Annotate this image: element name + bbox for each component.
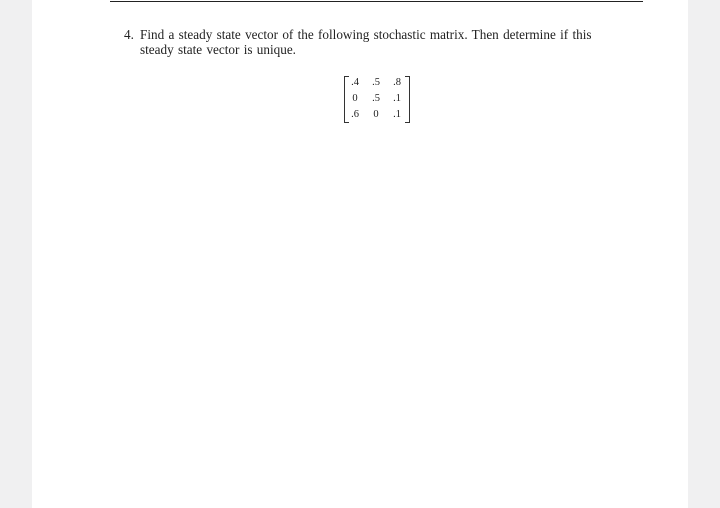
- matrix-cell-r3-c1: .6: [351, 109, 359, 120]
- matrix-cell-r2-c2: .5: [372, 93, 380, 104]
- matrix-cell-r3-c3: .1: [393, 109, 401, 120]
- matrix-cell-r2-c3: .1: [393, 93, 401, 104]
- matrix-right-bracket: [405, 76, 410, 123]
- problem-text-line-2: steady state vector is unique.: [140, 42, 296, 57]
- matrix-cell-r1-c1: .4: [351, 77, 359, 88]
- matrix-cell-r1-c3: .8: [393, 77, 401, 88]
- document-page: [32, 0, 688, 508]
- stochastic-matrix: [344, 75, 440, 122]
- top-rule: [110, 1, 643, 2]
- matrix-cell-r3-c2: 0: [373, 109, 379, 120]
- matrix-cell-r1-c2: .5: [372, 77, 380, 88]
- problem-text-line-1: Find a steady state vector of the following stochastic matrix. Then determine if this: [140, 27, 592, 42]
- matrix-cell-r2-c1: 0: [352, 93, 358, 104]
- problem-number: 4.: [124, 27, 134, 42]
